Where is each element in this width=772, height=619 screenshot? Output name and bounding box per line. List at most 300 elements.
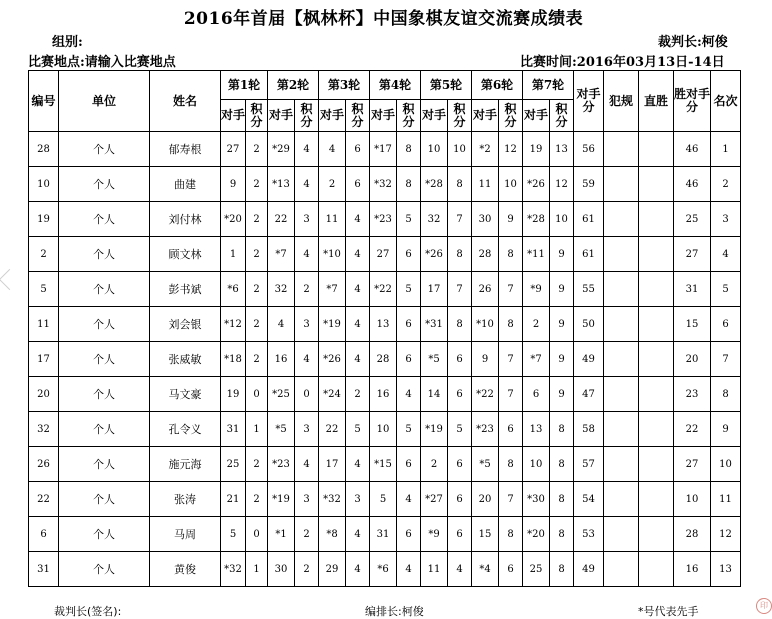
cell-round-3-points: 4 <box>346 517 370 552</box>
cell-round-3-opponent: 11 <box>319 202 346 237</box>
cell-round-4-opponent: 31 <box>370 517 397 552</box>
cell-round-4-opponent: *15 <box>370 447 397 482</box>
cell-foul <box>604 307 639 342</box>
cell-round-1-opponent: *32 <box>221 552 246 587</box>
cell-round-1-points: 0 <box>246 377 268 412</box>
scroll-left-arrow-icon[interactable] <box>0 269 20 290</box>
cell-round-6-opponent: *5 <box>472 447 499 482</box>
cell-opp-score: 55 <box>574 272 604 307</box>
cell-round-3-points: 6 <box>346 132 370 167</box>
page-title: 2016年首届【枫林杯】中国象棋友谊交流赛成绩表 <box>183 9 584 29</box>
col-round-5: 第5轮 <box>421 71 472 100</box>
table-row <box>29 272 741 307</box>
cell-round-7-points: 8 <box>550 447 574 482</box>
cell-round-7-opponent: 13 <box>523 412 550 447</box>
cell-round-5-points: 6 <box>448 517 472 552</box>
cell-round-3-opponent: 29 <box>319 552 346 587</box>
table-row <box>29 167 741 202</box>
cell-round-5-points: 8 <box>448 167 472 202</box>
cell-unit: 个人 <box>59 412 150 447</box>
match-time: 比赛时间:2016年03月13日-14日 <box>520 55 725 70</box>
cell-round-5-points: 10 <box>448 132 472 167</box>
cell-round-7-opponent: *9 <box>523 272 550 307</box>
cell-round-6-points: 7 <box>499 342 523 377</box>
cell-round-4-points: 6 <box>397 342 421 377</box>
cell-round-6-points: 10 <box>499 167 523 202</box>
cell-name: 马周 <box>150 517 221 552</box>
cell-round-2-points: 4 <box>295 237 319 272</box>
cell-round-6-opponent: 28 <box>472 237 499 272</box>
cell-round-7-opponent: 19 <box>523 132 550 167</box>
table-row <box>29 237 741 272</box>
cell-round-4-points: 6 <box>397 307 421 342</box>
sub-opponent: 对手 <box>421 100 448 132</box>
cell-rank: 13 <box>711 552 741 587</box>
col-straight-win: 直胜 <box>639 71 674 132</box>
col-round-7: 第7轮 <box>523 71 574 100</box>
cell-round-3-points: 4 <box>346 307 370 342</box>
cell-round-5-opponent: *5 <box>421 342 448 377</box>
cell-win-opp-score: 10 <box>674 482 711 517</box>
cell-name: 黄俊 <box>150 552 221 587</box>
cell-round-2-points: 0 <box>295 377 319 412</box>
cell-round-4-opponent: 5 <box>370 482 397 517</box>
cell-straight-win <box>639 237 674 272</box>
cell-straight-win <box>639 202 674 237</box>
cell-opp-score: 54 <box>574 482 604 517</box>
cell-round-5-opponent: *9 <box>421 517 448 552</box>
cell-round-2-opponent: *5 <box>268 412 295 447</box>
cell-round-2-points: 3 <box>295 202 319 237</box>
cell-opp-score: 57 <box>574 447 604 482</box>
cell-round-5-opponent: 10 <box>421 132 448 167</box>
cell-straight-win <box>639 307 674 342</box>
cell-round-6-opponent: *22 <box>472 377 499 412</box>
cell-foul <box>604 202 639 237</box>
col-no: 编号 <box>29 71 59 132</box>
cell-round-3-points: 2 <box>346 377 370 412</box>
cell-opp-score: 49 <box>574 552 604 587</box>
cell-round-6-points: 8 <box>499 237 523 272</box>
cell-no: 32 <box>29 412 59 447</box>
cell-round-1-points: 0 <box>246 517 268 552</box>
cell-round-2-opponent: *7 <box>268 237 295 272</box>
cell-no: 31 <box>29 552 59 587</box>
cell-round-6-opponent: 11 <box>472 167 499 202</box>
table-row <box>29 132 741 167</box>
cell-round-3-opponent: 22 <box>319 412 346 447</box>
cell-no: 10 <box>29 167 59 202</box>
cell-round-6-opponent: 9 <box>472 342 499 377</box>
cell-round-6-points: 8 <box>499 517 523 552</box>
cell-round-2-points: 4 <box>295 167 319 202</box>
cell-round-4-points: 4 <box>397 482 421 517</box>
cell-round-7-points: 8 <box>550 412 574 447</box>
cell-no: 26 <box>29 447 59 482</box>
cell-round-4-opponent: 16 <box>370 377 397 412</box>
cell-rank: 12 <box>711 517 741 552</box>
cell-win-opp-score: 27 <box>674 237 711 272</box>
cell-rank: 2 <box>711 167 741 202</box>
cell-round-6-points: 8 <box>499 307 523 342</box>
cell-round-4-points: 8 <box>397 132 421 167</box>
cell-round-1-opponent: *12 <box>221 307 246 342</box>
cell-round-1-opponent: 21 <box>221 482 246 517</box>
cell-foul <box>604 237 639 272</box>
cell-straight-win <box>639 482 674 517</box>
cell-round-2-opponent: 22 <box>268 202 295 237</box>
cell-round-6-opponent: 30 <box>472 202 499 237</box>
cell-round-5-opponent: 17 <box>421 272 448 307</box>
cell-rank: 1 <box>711 132 741 167</box>
cell-name: 刘付林 <box>150 202 221 237</box>
cell-foul <box>604 482 639 517</box>
sub-points: 积分 <box>346 100 370 132</box>
cell-round-4-points: 6 <box>397 447 421 482</box>
cell-round-5-points: 6 <box>448 482 472 517</box>
cell-round-2-points: 2 <box>295 552 319 587</box>
cell-round-5-opponent: 11 <box>421 552 448 587</box>
col-name: 姓名 <box>150 71 221 132</box>
cell-round-5-points: 7 <box>448 202 472 237</box>
cell-name: 孔令义 <box>150 412 221 447</box>
cell-round-1-opponent: *6 <box>221 272 246 307</box>
col-round-3: 第3轮 <box>319 71 370 100</box>
cell-win-opp-score: 31 <box>674 272 711 307</box>
cell-round-3-points: 5 <box>346 412 370 447</box>
table-row <box>29 482 741 517</box>
sub-opponent: 对手 <box>221 100 246 132</box>
cell-round-6-points: 12 <box>499 132 523 167</box>
cell-round-2-points: 2 <box>295 517 319 552</box>
cell-unit: 个人 <box>59 377 150 412</box>
cell-round-3-opponent: *26 <box>319 342 346 377</box>
cell-round-7-points: 9 <box>550 237 574 272</box>
cell-unit: 个人 <box>59 517 150 552</box>
cell-round-1-opponent: 27 <box>221 132 246 167</box>
cell-round-5-opponent: 32 <box>421 202 448 237</box>
cell-round-6-points: 9 <box>499 202 523 237</box>
first-move-note: *号代表先手 <box>638 605 699 618</box>
cell-round-7-points: 12 <box>550 167 574 202</box>
col-round-2: 第2轮 <box>268 71 319 100</box>
sub-opponent: 对手 <box>319 100 346 132</box>
cell-round-5-opponent: *26 <box>421 237 448 272</box>
cell-round-6-opponent: 26 <box>472 272 499 307</box>
cell-rank: 10 <box>711 447 741 482</box>
cell-no: 20 <box>29 377 59 412</box>
cell-win-opp-score: 23 <box>674 377 711 412</box>
cell-rank: 8 <box>711 377 741 412</box>
cell-win-opp-score: 15 <box>674 307 711 342</box>
arranger: 编排长:柯俊 <box>365 605 424 618</box>
cell-straight-win <box>639 167 674 202</box>
cell-straight-win <box>639 132 674 167</box>
cell-round-4-opponent: 13 <box>370 307 397 342</box>
cell-round-1-opponent: 25 <box>221 447 246 482</box>
cell-round-2-opponent: *19 <box>268 482 295 517</box>
cell-round-1-points: 2 <box>246 272 268 307</box>
cell-rank: 6 <box>711 307 741 342</box>
cell-unit: 个人 <box>59 482 150 517</box>
cell-round-2-opponent: *1 <box>268 517 295 552</box>
cell-round-2-opponent: *29 <box>268 132 295 167</box>
cell-round-3-opponent: *10 <box>319 237 346 272</box>
cell-round-3-points: 6 <box>346 167 370 202</box>
cell-round-4-opponent: 27 <box>370 237 397 272</box>
cell-round-5-points: 6 <box>448 342 472 377</box>
cell-no: 22 <box>29 482 59 517</box>
results-body <box>29 132 741 587</box>
cell-round-1-opponent: 19 <box>221 377 246 412</box>
sub-points: 积分 <box>397 100 421 132</box>
cell-round-6-points: 6 <box>499 412 523 447</box>
cell-no: 6 <box>29 517 59 552</box>
header-row-rounds <box>29 71 741 100</box>
cell-rank: 7 <box>711 342 741 377</box>
cell-round-2-points: 4 <box>295 447 319 482</box>
cell-round-2-opponent: *23 <box>268 447 295 482</box>
sub-points: 积分 <box>550 100 574 132</box>
cell-round-3-opponent: 4 <box>319 132 346 167</box>
cell-opp-score: 61 <box>574 202 604 237</box>
cell-round-4-points: 4 <box>397 377 421 412</box>
cell-round-3-opponent: *19 <box>319 307 346 342</box>
cell-win-opp-score: 46 <box>674 132 711 167</box>
cell-win-opp-score: 28 <box>674 517 711 552</box>
cell-round-6-opponent: *23 <box>472 412 499 447</box>
cell-round-3-opponent: 2 <box>319 167 346 202</box>
cell-unit: 个人 <box>59 237 150 272</box>
cell-round-7-opponent: *30 <box>523 482 550 517</box>
cell-win-opp-score: 25 <box>674 202 711 237</box>
cell-round-4-points: 5 <box>397 272 421 307</box>
cell-name: 张威敏 <box>150 342 221 377</box>
cell-round-1-points: 2 <box>246 167 268 202</box>
cell-round-1-opponent: 5 <box>221 517 246 552</box>
cell-round-3-points: 4 <box>346 272 370 307</box>
cell-round-2-opponent: 32 <box>268 272 295 307</box>
cell-round-6-opponent: *10 <box>472 307 499 342</box>
table-row <box>29 307 741 342</box>
seal-stamp-icon: 印 <box>756 598 772 614</box>
cell-round-1-points: 2 <box>246 307 268 342</box>
col-round-6: 第6轮 <box>472 71 523 100</box>
cell-round-6-opponent: *4 <box>472 552 499 587</box>
cell-round-7-points: 13 <box>550 132 574 167</box>
cell-round-3-points: 4 <box>346 237 370 272</box>
cell-name: 郁寿根 <box>150 132 221 167</box>
cell-round-4-points: 8 <box>397 167 421 202</box>
cell-unit: 个人 <box>59 132 150 167</box>
col-win-opp-score: 胜对手分 <box>674 71 711 132</box>
cell-win-opp-score: 22 <box>674 412 711 447</box>
cell-round-5-points: 8 <box>448 307 472 342</box>
cell-straight-win <box>639 272 674 307</box>
cell-round-1-opponent: *18 <box>221 342 246 377</box>
cell-name: 彭书斌 <box>150 272 221 307</box>
cell-round-2-points: 4 <box>295 132 319 167</box>
cell-straight-win <box>639 552 674 587</box>
cell-round-1-points: 2 <box>246 482 268 517</box>
cell-round-3-points: 4 <box>346 202 370 237</box>
cell-unit: 个人 <box>59 202 150 237</box>
cell-opp-score: 50 <box>574 307 604 342</box>
cell-straight-win <box>639 412 674 447</box>
cell-round-1-opponent: 1 <box>221 237 246 272</box>
cell-round-3-opponent: *32 <box>319 482 346 517</box>
cell-win-opp-score: 46 <box>674 167 711 202</box>
cell-no: 28 <box>29 132 59 167</box>
col-opp-score: 对手分 <box>574 71 604 132</box>
cell-round-7-points: 8 <box>550 517 574 552</box>
cell-round-6-points: 8 <box>499 447 523 482</box>
col-round-1: 第1轮 <box>221 71 268 100</box>
cell-round-2-opponent: 30 <box>268 552 295 587</box>
group-label: 组别: <box>52 35 83 50</box>
cell-round-5-opponent: *19 <box>421 412 448 447</box>
cell-round-1-opponent: *20 <box>221 202 246 237</box>
cell-round-6-points: 7 <box>499 272 523 307</box>
cell-straight-win <box>639 517 674 552</box>
cell-win-opp-score: 16 <box>674 552 711 587</box>
table-row <box>29 377 741 412</box>
cell-round-6-points: 7 <box>499 377 523 412</box>
cell-round-7-opponent: *26 <box>523 167 550 202</box>
cell-round-7-opponent: *20 <box>523 517 550 552</box>
cell-round-1-opponent: 31 <box>221 412 246 447</box>
cell-round-2-opponent: 4 <box>268 307 295 342</box>
chief-referee: 裁判长:柯俊 <box>658 35 728 50</box>
cell-unit: 个人 <box>59 447 150 482</box>
cell-round-3-opponent: *7 <box>319 272 346 307</box>
cell-win-opp-score: 20 <box>674 342 711 377</box>
cell-round-1-points: 2 <box>246 202 268 237</box>
cell-round-6-opponent: *2 <box>472 132 499 167</box>
cell-round-7-points: 8 <box>550 482 574 517</box>
cell-round-4-opponent: *6 <box>370 552 397 587</box>
cell-round-5-opponent: 14 <box>421 377 448 412</box>
cell-round-5-opponent: *31 <box>421 307 448 342</box>
table-row <box>29 342 741 377</box>
cell-straight-win <box>639 377 674 412</box>
venue-label: 比赛地点:请输入比赛地点 <box>28 55 176 70</box>
cell-unit: 个人 <box>59 342 150 377</box>
cell-unit: 个人 <box>59 272 150 307</box>
col-foul: 犯规 <box>604 71 639 132</box>
cell-round-7-opponent: 25 <box>523 552 550 587</box>
cell-round-2-points: 2 <box>295 272 319 307</box>
cell-straight-win <box>639 342 674 377</box>
cell-win-opp-score: 27 <box>674 447 711 482</box>
cell-round-7-opponent: *11 <box>523 237 550 272</box>
cell-round-3-opponent: 17 <box>319 447 346 482</box>
cell-round-1-points: 2 <box>246 447 268 482</box>
cell-opp-score: 47 <box>574 377 604 412</box>
sub-points: 积分 <box>246 100 268 132</box>
cell-opp-score: 59 <box>574 167 604 202</box>
cell-round-1-points: 2 <box>246 132 268 167</box>
cell-round-5-points: 5 <box>448 412 472 447</box>
cell-round-4-points: 6 <box>397 517 421 552</box>
cell-round-2-opponent: 16 <box>268 342 295 377</box>
cell-round-6-points: 6 <box>499 552 523 587</box>
cell-no: 2 <box>29 237 59 272</box>
cell-foul <box>604 412 639 447</box>
cell-rank: 4 <box>711 237 741 272</box>
cell-round-5-opponent: *28 <box>421 167 448 202</box>
table-row <box>29 447 741 482</box>
cell-round-7-opponent: 10 <box>523 447 550 482</box>
sub-opponent: 对手 <box>472 100 499 132</box>
cell-round-3-opponent: *24 <box>319 377 346 412</box>
cell-round-1-points: 1 <box>246 412 268 447</box>
cell-round-7-opponent: *28 <box>523 202 550 237</box>
cell-round-5-points: 6 <box>448 377 472 412</box>
cell-round-4-points: 5 <box>397 202 421 237</box>
cell-round-4-points: 6 <box>397 237 421 272</box>
table-row <box>29 202 741 237</box>
cell-round-1-opponent: 9 <box>221 167 246 202</box>
cell-round-7-points: 9 <box>550 342 574 377</box>
cell-round-3-points: 4 <box>346 342 370 377</box>
cell-round-5-points: 4 <box>448 552 472 587</box>
cell-foul <box>604 552 639 587</box>
sub-points: 积分 <box>499 100 523 132</box>
cell-opp-score: 53 <box>574 517 604 552</box>
cell-foul <box>604 272 639 307</box>
cell-round-7-points: 9 <box>550 377 574 412</box>
cell-rank: 5 <box>711 272 741 307</box>
cell-round-2-points: 3 <box>295 482 319 517</box>
cell-round-4-opponent: *23 <box>370 202 397 237</box>
cell-round-4-points: 4 <box>397 552 421 587</box>
cell-round-1-points: 2 <box>246 342 268 377</box>
cell-opp-score: 56 <box>574 132 604 167</box>
cell-round-6-opponent: 20 <box>472 482 499 517</box>
cell-round-3-points: 4 <box>346 447 370 482</box>
sub-points: 积分 <box>448 100 472 132</box>
cell-round-4-opponent: *22 <box>370 272 397 307</box>
cell-name: 顾文林 <box>150 237 221 272</box>
cell-round-7-points: 10 <box>550 202 574 237</box>
cell-unit: 个人 <box>59 167 150 202</box>
cell-round-2-opponent: *13 <box>268 167 295 202</box>
cell-unit: 个人 <box>59 552 150 587</box>
cell-round-7-opponent: 6 <box>523 377 550 412</box>
col-round-4: 第4轮 <box>370 71 421 100</box>
table-row <box>29 517 741 552</box>
cell-round-5-points: 6 <box>448 447 472 482</box>
cell-round-4-points: 5 <box>397 412 421 447</box>
cell-round-1-points: 1 <box>246 552 268 587</box>
cell-round-4-opponent: 28 <box>370 342 397 377</box>
referee-signature: 裁判长(签名): <box>54 605 122 618</box>
cell-rank: 9 <box>711 412 741 447</box>
cell-no: 11 <box>29 307 59 342</box>
sub-opponent: 对手 <box>268 100 295 132</box>
cell-round-5-points: 8 <box>448 237 472 272</box>
cell-foul <box>604 132 639 167</box>
sub-opponent: 对手 <box>523 100 550 132</box>
cell-round-2-points: 3 <box>295 307 319 342</box>
cell-round-2-points: 3 <box>295 412 319 447</box>
cell-name: 施元海 <box>150 447 221 482</box>
cell-foul <box>604 377 639 412</box>
table-row <box>29 412 741 447</box>
cell-round-4-opponent: *32 <box>370 167 397 202</box>
cell-name: 马文豪 <box>150 377 221 412</box>
